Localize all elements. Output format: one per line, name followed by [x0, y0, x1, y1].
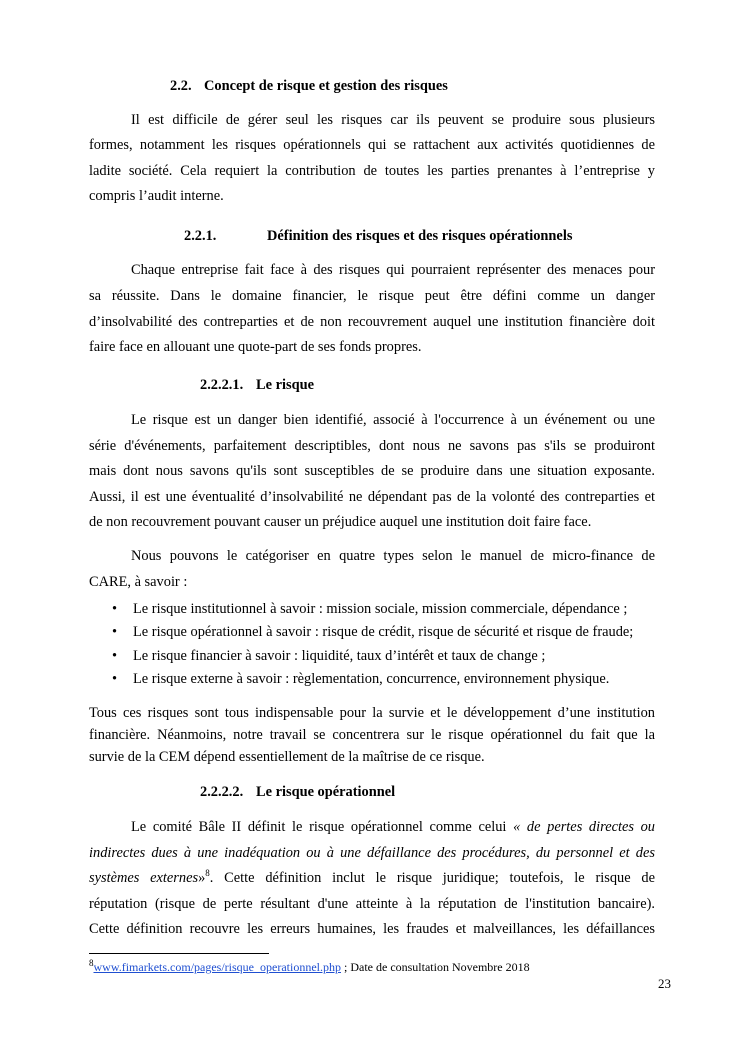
list-item: • Le risque opérationnel à savoir : risque de crédit, risque de sécurité et risque de fraude; — [112, 624, 634, 640]
section-heading-2-2-2-2 — [200, 784, 395, 801]
p2-line-3: d’insolvabilité des contreparties et de non recouvrement auquel une institution financière doit — [89, 314, 655, 330]
p2-line-2: sa réussite. Dans le domaine financier, le risque peut être défini comme un danger — [89, 288, 655, 304]
footnote — [89, 960, 530, 975]
p5-line-2: financière. Néanmoins, notre travail se concentrera sur le risque opérationnel du fait que la — [89, 727, 655, 743]
p3-line-1: Le risque est un danger bien identifié, associé à l'occurrence à un événement ou une — [131, 412, 655, 428]
heading-text: Définition des risques et des risques opérationnels — [267, 228, 573, 244]
heading-number: 2.2.2.2. — [200, 784, 244, 800]
list-item: • Le risque financier à savoir : liquidité, taux d’intérêt et taux de change ; — [112, 648, 546, 664]
p1-line-1: Il est difficile de gérer seul les risques car ils peuvent se produire sous plusieurs — [131, 112, 655, 128]
p4-line-1: Nous pouvons le catégoriser en quatre types selon le manuel de micro-finance de — [131, 548, 655, 564]
heading-text: Concept de risque et gestion des risques — [204, 78, 448, 94]
heading-number: 2.2.2.1. — [200, 377, 244, 393]
p6-line-5: Cette définition recouvre les erreurs humaines, les fraudes et malveillances, les défaillances — [89, 921, 655, 937]
p3-line-5: de non recouvrement pouvant causer un préjudice auquel une institution doit faire face. — [89, 514, 592, 530]
heading-text: Le risque opérationnel — [256, 784, 396, 800]
p5-line-1: Tous ces risques sont tous indispensable pour la survie et le développement d’une institution — [89, 705, 655, 721]
p1-line-4: compris l’audit interne. — [89, 188, 224, 204]
heading-number: 2.2.1. — [184, 228, 217, 244]
footnote-link[interactable]: www.fimarkets.com/pages/risque_operationnel.php — [93, 960, 341, 974]
footnote-ref[interactable]: 8 — [205, 868, 210, 879]
list-item: • Le risque externe à savoir : règlementation, concurrence, environnement physique. — [112, 671, 610, 687]
p5-line-3: survie de la CEM dépend essentiellement de la maîtrise de ce risque. — [89, 749, 485, 765]
p6-line-4: réputation (risque de perte résultant d'une atteinte à la réputation de l'institution bancaire). — [89, 896, 655, 912]
section-heading-2-2 — [170, 78, 448, 95]
p2-line-4: faire face en allouant une quote-part de ses fonds propres. — [89, 339, 422, 355]
p6-line-3: systèmes externes»$^8$. Cette définition inclut le risque juridique; toutefois, le risque de — [89, 868, 655, 886]
bullet-icon: • — [112, 671, 118, 687]
section-heading-2-2-1 — [184, 228, 572, 245]
list-item: • Le risque institutionnel à savoir : mission sociale, mission commerciale, dépendance ; — [112, 601, 628, 617]
page-number: 23 — [658, 976, 671, 991]
footnote-separator — [89, 953, 269, 954]
p1-line-2: formes, notamment les risques opérationnels qui se rattachent aux activités quotidiennes de — [89, 137, 655, 153]
footnote-text: ; Date de consultation Novembre 2018 — [341, 960, 530, 974]
p3-line-2: série d'événements, parfaitement descriptibles, dont nous ne savons pas s'ils se produiront — [89, 438, 655, 454]
heading-number: 2.2. — [170, 78, 192, 94]
p3-line-3: mais dont nous savons qu'ils sont susceptibles de se produire dans une situation exposante. — [89, 463, 655, 479]
bullet-icon: • — [112, 624, 118, 640]
section-heading-2-2-2-1 — [200, 377, 314, 394]
bullet-icon: • — [112, 648, 118, 664]
p6-line-1: Le comité Bâle II définit le risque opérationnel comme celui « de pertes directes ou — [131, 819, 655, 835]
p4-line-2: CARE, à savoir : — [89, 574, 188, 590]
p2-line-1: Chaque entreprise fait face à des risques qui pourraient représenter des menaces pour — [131, 262, 655, 278]
p6-line-2: indirectes dues à une inadéquation ou à une défaillance des procédures, du personnel et des — [89, 845, 655, 861]
bullet-icon: • — [112, 601, 118, 617]
heading-text: Le risque — [256, 377, 314, 393]
p3-line-4: Aussi, il est une éventualité d’insolvabilité ne dépendant pas de la volonté des contreparties et — [89, 489, 655, 505]
p1-line-3: ladite société. Cela requiert la contribution de toutes les parties prenantes à l’entreprise y — [89, 163, 655, 179]
footnote-number: 8 — [89, 958, 94, 968]
